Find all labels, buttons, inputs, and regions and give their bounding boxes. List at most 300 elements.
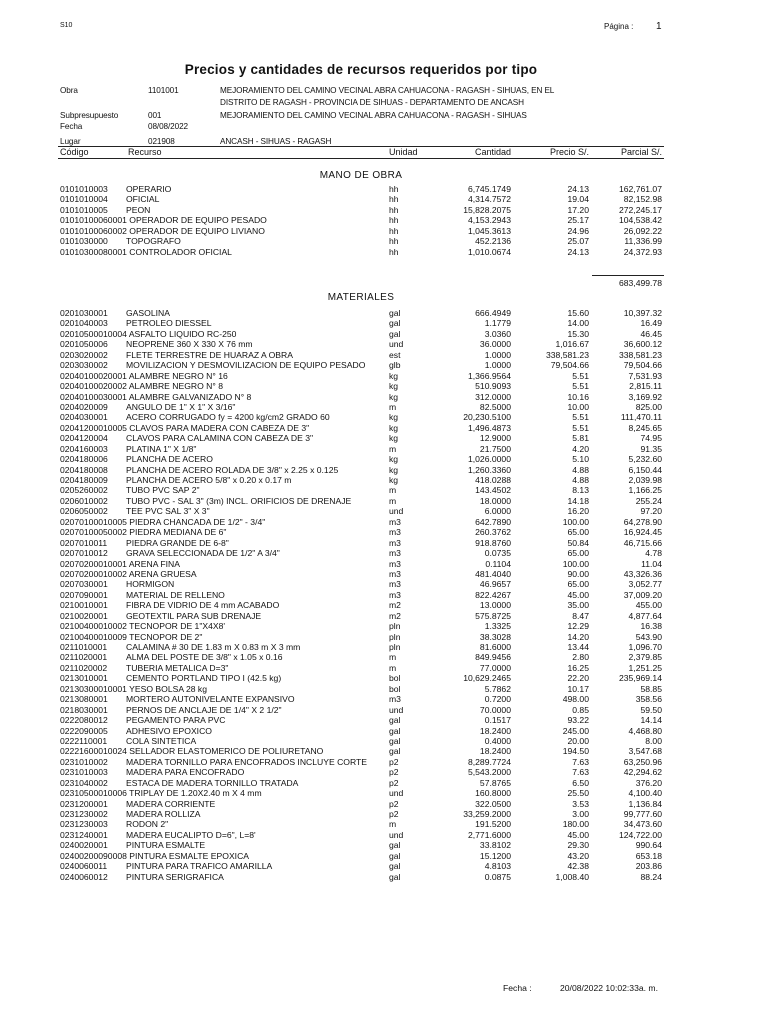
table-row	[0, 600, 768, 610]
mano-de-obra-table	[0, 184, 768, 257]
resource-code: 0222080012	[60, 715, 108, 726]
resource-name: MORTERO AUTONIVELANTE EXPANSIVO	[126, 694, 295, 705]
resource-quantity: 77.0000	[479, 662, 511, 673]
resource-quantity: 6.0000	[484, 506, 511, 517]
resource-code: 0222090005	[60, 725, 108, 736]
resource-price: 65.00	[567, 527, 589, 538]
resource-partial: 11,336.99	[624, 236, 662, 247]
resource-partial: 4.78	[645, 548, 662, 559]
resource-partial: 2,815.11	[629, 381, 662, 392]
resource-quantity: 46.9657	[479, 579, 511, 590]
table-row	[0, 767, 768, 777]
resource-partial: 1,136.84	[628, 798, 662, 809]
resource-partial: 1,166.25	[628, 485, 662, 496]
obra-desc-2: DISTRITO DE RAGASH - PROVINCIA DE SIHUAS - DEPARTAMENTO DE ANCASH	[220, 98, 524, 107]
col-parcial: Parcial S/.	[620, 147, 662, 157]
resource-unit: m3	[389, 548, 401, 559]
subtotal-rule	[592, 275, 664, 276]
resource-unit: gal	[389, 308, 401, 318]
resource-unit: p2	[389, 756, 399, 767]
resource-code: 02041200010005 CLAVOS PARA MADERA CON CABEZA DE 3"	[60, 422, 310, 433]
resource-unit: m	[389, 443, 397, 454]
resource-quantity: 4.8103	[484, 861, 511, 872]
resource-code: 0240020001	[60, 840, 108, 851]
resource-price: 93.22	[567, 715, 589, 726]
resource-partial: 4,100.40	[628, 788, 662, 799]
resource-unit: hh	[389, 184, 399, 194]
table-row	[0, 799, 768, 809]
resource-code: 0203020002	[60, 349, 108, 360]
resource-price: 12.29	[567, 621, 589, 632]
resource-name: GASOLINA	[126, 308, 170, 318]
resource-price: 65.00	[567, 548, 589, 559]
resource-code: 0101010005	[60, 204, 108, 215]
resource-unit: m3	[389, 537, 401, 548]
resource-name: PEON	[126, 204, 151, 215]
resource-name: PINTURA ESMALTE	[126, 840, 206, 851]
resource-code: 0211020001	[60, 652, 108, 663]
resource-unit: m	[389, 652, 397, 663]
resource-price: 22.20	[567, 673, 589, 684]
obra-desc-1: MEJORAMIENTO DEL CAMINO VECINAL ABRA CAHUACONA - RAGASH - SIHUAS, EN EL	[220, 86, 555, 95]
resource-unit: m3	[389, 558, 401, 569]
resource-code: 0213080001	[60, 694, 108, 705]
table-row	[0, 788, 768, 798]
resource-code: 0206010002	[60, 495, 108, 506]
table-row	[0, 339, 768, 349]
resource-partial: 99,777.60	[623, 809, 662, 819]
table-row	[0, 663, 768, 673]
table-row	[0, 705, 768, 715]
resource-price: 4.20	[572, 443, 589, 454]
resource-partial: 37,009.20	[623, 589, 662, 600]
resource-code: 0213010001	[60, 673, 108, 684]
resource-unit: p2	[389, 809, 399, 819]
resource-quantity: 12.9000	[479, 433, 511, 444]
resource-name: NEOPRENE 360 X 330 X 76 mm	[126, 339, 253, 350]
resource-unit: kg	[389, 412, 399, 423]
resource-partial: 82,152.98	[623, 194, 662, 205]
resource-unit: p2	[389, 767, 399, 778]
obra-code: 1101001	[148, 86, 179, 95]
resource-quantity: 666.4949	[475, 308, 511, 318]
resource-partial: 97.20	[640, 506, 662, 517]
resource-price: 19.04	[567, 194, 589, 205]
resource-partial: 91.35	[640, 443, 662, 454]
resource-name: ANGULO DE 1" X 1" X 3/16"	[126, 401, 236, 412]
table-row	[0, 840, 768, 850]
resource-name: PLATINA 1" X 1/8"	[126, 443, 197, 454]
subpresupuesto-code: 001	[148, 111, 162, 120]
resource-quantity: 6,745.1749	[467, 184, 511, 194]
resource-code: 0204180008	[60, 464, 108, 475]
resource-unit: gal	[389, 861, 401, 872]
table-row	[0, 579, 768, 589]
resource-unit: und	[389, 829, 404, 840]
resource-name: PLANCHA DE ACERO	[126, 454, 213, 465]
resource-price: 180.00	[562, 819, 589, 830]
resource-price: 5.51	[572, 422, 589, 433]
resource-price: 2.80	[572, 652, 589, 663]
resource-partial: 14.14	[640, 715, 662, 726]
resource-partial: 455.00	[635, 600, 662, 611]
resource-partial: 36,600.12	[623, 339, 662, 350]
resource-quantity: 918.8760	[475, 537, 511, 548]
resource-unit: kg	[389, 433, 399, 444]
resource-partial: 203.86	[635, 861, 662, 872]
resource-code: 0101010003	[60, 184, 108, 194]
resource-quantity: 3.0360	[484, 328, 511, 339]
resource-price: 245.00	[562, 725, 589, 736]
resource-unit: m3	[389, 527, 401, 538]
col-precio: Precio S/.	[549, 147, 589, 157]
resource-quantity: 36.0000	[479, 339, 511, 350]
resource-code: 02130300010001 YESO BOLSA 28 kg	[60, 683, 208, 694]
resource-price: 50.84	[567, 537, 589, 548]
resource-unit: kg	[389, 464, 399, 475]
resource-quantity: 33.8102	[479, 840, 511, 851]
resource-unit: pln	[389, 621, 401, 632]
resource-unit: m	[389, 819, 397, 830]
table-row	[0, 423, 768, 433]
resource-quantity: 38.3028	[479, 631, 511, 642]
resource-code: 02100400010009 TECNOPOR DE 2"	[60, 631, 203, 642]
resource-price: 100.00	[562, 516, 589, 527]
table-row	[0, 412, 768, 422]
resource-partial: 46.45	[640, 328, 662, 339]
resource-unit: gal	[389, 735, 401, 746]
resource-code: 0204120004	[60, 433, 108, 444]
resource-partial: 58.85	[640, 683, 662, 694]
resource-quantity: 15.1200	[479, 850, 511, 861]
resource-name: ACERO CORRUGADO fy = 4200 kg/cm2 GRADO 60	[126, 412, 330, 423]
resource-unit: hh	[389, 204, 399, 215]
resource-price: 5.51	[572, 370, 589, 381]
table-row	[0, 517, 768, 527]
table-row	[0, 308, 768, 318]
col-cantidad: Cantidad	[474, 147, 511, 157]
resource-quantity: 21.7500	[479, 443, 511, 454]
resource-price: 79,504.66	[550, 360, 589, 371]
resource-quantity: 5,543.2000	[467, 767, 511, 778]
resource-unit: kg	[389, 422, 399, 433]
resource-partial: 16,924.45	[623, 527, 662, 538]
resource-unit: pln	[389, 631, 401, 642]
table-row	[0, 851, 768, 861]
resource-partial: 825.00	[635, 401, 662, 412]
resource-unit: m2	[389, 610, 401, 621]
resource-price: 16.20	[567, 506, 589, 517]
resource-name: OPERARIO	[126, 184, 172, 194]
resource-quantity: 1,026.0000	[467, 454, 511, 465]
resource-price: 194.50	[562, 746, 589, 757]
table-row	[0, 694, 768, 704]
resource-unit: m	[389, 662, 397, 673]
resource-name: PINTURA SERIGRAFICA	[126, 871, 224, 882]
resource-partial: 6,150.44	[628, 464, 662, 475]
table-row	[0, 569, 768, 579]
resource-code: 0201040003	[60, 318, 108, 329]
resource-code: 02070100050002 PIEDRA MEDIANA DE 6"	[60, 527, 227, 538]
report-title: Precios y cantidades de recursos requeridos por tipo	[184, 62, 538, 77]
resource-partial: 543.90	[635, 631, 662, 642]
resource-code: 02040100020002 ALAMBRE NEGRO N° 8	[60, 381, 223, 392]
table-row	[0, 444, 768, 454]
resource-quantity: 0.1104	[485, 558, 511, 569]
resource-price: 24.13	[567, 184, 589, 194]
resource-partial: 255.24	[635, 495, 662, 506]
resource-price: 3.53	[572, 798, 589, 809]
resource-partial: 63,250.96	[623, 756, 662, 767]
resource-price: 0.85	[572, 704, 589, 715]
resource-unit: hh	[389, 236, 399, 247]
resource-partial: 2,039.98	[628, 475, 662, 485]
resource-code: 0231040002	[60, 777, 108, 788]
resource-code: 0205260002	[60, 485, 108, 496]
resource-name: ADHESIVO EPOXICO	[126, 725, 212, 736]
resource-quantity: 481.4040	[475, 568, 511, 579]
resource-quantity: 1.0000	[484, 360, 511, 371]
resource-price: 10.17	[567, 683, 589, 694]
table-row	[0, 402, 768, 412]
resource-price: 5.51	[572, 412, 589, 423]
col-codigo: Código	[60, 147, 89, 157]
resource-name: PLANCHA DE ACERO 5/8" x 0.20 x 0.17 m	[126, 475, 292, 485]
resource-quantity: 18.2400	[479, 725, 511, 736]
page-label: Página :	[604, 22, 634, 31]
resource-partial: 990.64	[635, 840, 662, 851]
resource-price: 17.20	[567, 204, 589, 215]
resource-quantity: 2,771.6000	[467, 829, 511, 840]
system-label: S10	[60, 22, 73, 29]
resource-unit: gal	[389, 871, 401, 882]
resource-price: 10.00	[567, 401, 589, 412]
resource-price: 43.20	[567, 850, 589, 861]
resource-unit: m3	[389, 516, 401, 527]
resource-code: 01010300080001 CONTROLADOR OFICIAL	[60, 246, 232, 257]
table-row	[0, 746, 768, 756]
resource-code: 0231230003	[60, 819, 108, 830]
resource-partial: 162,761.07	[618, 184, 662, 194]
resource-name: GEOTEXTIL PARA SUB DRENAJE	[126, 610, 262, 621]
resource-price: 4.88	[572, 464, 589, 475]
resource-partial: 3,547.68	[628, 746, 662, 757]
resource-unit: und	[389, 339, 404, 350]
resource-unit: pln	[389, 642, 401, 652]
resource-quantity: 160.8000	[475, 788, 511, 799]
table-row	[0, 538, 768, 548]
resource-quantity: 8,289.7724	[467, 756, 511, 767]
table-row	[0, 872, 768, 882]
resource-price: 1,008.40	[555, 871, 589, 882]
resource-unit: p2	[389, 798, 399, 809]
table-row	[0, 247, 768, 257]
resource-partial: 3,052.77	[628, 579, 662, 590]
table-row	[0, 506, 768, 516]
resource-code: 0206050002	[60, 506, 108, 517]
resource-name: PEGAMENTO PARA PVC	[126, 715, 226, 726]
resource-quantity: 1,496.4873	[467, 422, 511, 433]
resource-code: 0204020009	[60, 401, 108, 412]
resource-unit: glb	[389, 360, 401, 371]
resource-name: TOPOGRAFO	[126, 236, 181, 247]
table-row	[0, 684, 768, 694]
resource-name: TUBO PVC SAP 2"	[126, 485, 200, 496]
resource-quantity: 322.0500	[475, 798, 511, 809]
resource-quantity: 0.0875	[484, 871, 511, 882]
resource-name: MADERA PARA ENCOFRADO	[126, 767, 245, 778]
resource-partial: 4,468.80	[628, 725, 662, 736]
resource-partial: 74.95	[640, 433, 662, 444]
resource-partial: 43,326.36	[623, 568, 662, 579]
resource-unit: p2	[389, 777, 399, 788]
resource-code: 0240060012	[60, 871, 108, 882]
resource-partial: 64,278.90	[623, 516, 662, 527]
resource-quantity: 82.5000	[479, 401, 511, 412]
resource-partial: 16.38	[640, 621, 662, 632]
resource-code: 0210020001	[60, 610, 108, 621]
resource-price: 45.00	[567, 829, 589, 840]
resource-code: 0204180006	[60, 454, 108, 465]
resource-quantity: 312.0000	[475, 391, 511, 402]
resource-code: 0231240001	[60, 829, 108, 840]
resource-price: 5.81	[572, 433, 589, 444]
resource-unit: und	[389, 506, 404, 517]
table-row	[0, 590, 768, 600]
resource-name: CALAMINA # 30 DE 1.83 m X 0.83 m X 3 mm	[126, 642, 301, 652]
resource-quantity: 575.8725	[475, 610, 511, 621]
resource-unit: bol	[389, 683, 401, 694]
resource-quantity: 1,045.3613	[467, 225, 511, 236]
subpresupuesto-desc: MEJORAMIENTO DEL CAMINO VECINAL ABRA CAHUACONA - RAGASH - SIHUAS	[220, 111, 527, 120]
table-row	[0, 757, 768, 767]
resource-partial: 59.50	[640, 704, 662, 715]
resource-quantity: 418.0288	[475, 475, 511, 485]
resource-price: 65.00	[567, 579, 589, 590]
resource-partial: 34,473.60	[623, 819, 662, 830]
resource-unit: hh	[389, 194, 399, 205]
resource-code: 0211020002	[60, 662, 108, 673]
resource-unit: gal	[389, 715, 401, 726]
resource-partial: 338,581.23	[618, 349, 662, 360]
lugar-code: 021908	[148, 137, 175, 146]
resource-code: 0210010001	[60, 600, 108, 611]
resource-unit: m	[389, 401, 397, 412]
resource-quantity: 452.2136	[475, 236, 511, 247]
table-row	[0, 381, 768, 391]
resource-partial: 16.49	[640, 318, 662, 329]
resource-name: FLETE TERRESTRE DE HUARAZ A OBRA	[126, 349, 293, 360]
resource-price: 1,016.67	[555, 339, 589, 350]
resource-price: 8.13	[572, 485, 589, 496]
resource-quantity: 260.3762	[475, 527, 511, 538]
page-number: 1	[656, 21, 662, 32]
resource-price: 100.00	[562, 558, 589, 569]
resource-unit: m3	[389, 568, 401, 579]
resource-name: TUBO PVC - SAL 3" (3m) INCL. ORIFICIOS DE DRENAJE	[126, 495, 352, 506]
table-row	[0, 236, 768, 246]
resource-name: ESTACA DE MADERA TORNILLO TRATADA	[126, 777, 299, 788]
resource-quantity: 33,259.2000	[463, 809, 511, 819]
resource-code: 02040100020001 ALAMBRE NEGRO N° 16	[60, 370, 228, 381]
resource-code: 0240060011	[60, 861, 108, 872]
table-row	[0, 830, 768, 840]
resource-price: 45.00	[567, 589, 589, 600]
resource-code: 02070100010005 PIEDRA CHANCADA DE 1/2" - 3/4"	[60, 516, 266, 527]
resource-code: 0201050006	[60, 339, 108, 350]
resource-partial: 8,245.65	[628, 422, 662, 433]
table-row	[0, 642, 768, 652]
lugar-desc: ANCASH - SIHUAS - RAGASH	[220, 137, 332, 146]
resource-unit: hh	[389, 215, 399, 226]
resource-code: 0231200001	[60, 798, 108, 809]
resource-name: MADERA ROLLIZA	[126, 809, 201, 819]
resource-price: 42.38	[567, 861, 589, 872]
resource-quantity: 15,828.2075	[463, 204, 511, 215]
resource-code: 0204030001	[60, 412, 108, 423]
table-row	[0, 350, 768, 360]
col-unidad: Unidad	[389, 147, 418, 157]
resource-partial: 272,245.17	[618, 204, 662, 215]
resource-name: MADERA TORNILLO PARA ENCOFRADOS INCLUYE CORTE	[126, 756, 367, 767]
resource-name: PERNOS DE ANCLAJE DE 1/4" X 2 1/2"	[126, 704, 282, 715]
resource-partial: 1,251.25	[628, 662, 662, 673]
table-row	[0, 778, 768, 788]
resource-unit: est	[389, 349, 401, 360]
resource-unit: gal	[389, 328, 401, 339]
resource-unit: kg	[389, 454, 399, 465]
resource-quantity: 20,230.5100	[463, 412, 511, 423]
table-row	[0, 715, 768, 725]
resource-code: 02010500010004 ASFALTO LIQUIDO RC-250	[60, 328, 237, 339]
resource-partial: 111,470.11	[620, 412, 662, 423]
resource-unit: m	[389, 495, 397, 506]
resource-price: 4.88	[572, 475, 589, 485]
table-row	[0, 819, 768, 829]
resource-quantity: 18.2400	[479, 746, 511, 757]
resource-name: FIBRA DE VIDRIO DE 4 mm ACABADO	[126, 600, 280, 611]
resource-price: 29.30	[567, 840, 589, 851]
resource-quantity: 81.6000	[479, 642, 511, 652]
resource-quantity: 18.0000	[479, 495, 511, 506]
resource-price: 90.00	[567, 568, 589, 579]
resource-price: 7.63	[572, 767, 589, 778]
resource-name: COLA SINTETICA	[126, 735, 197, 746]
resource-partial: 5,232.60	[628, 454, 662, 465]
resource-code: 0201030001	[60, 308, 108, 318]
resource-quantity: 10,629.2465	[463, 673, 511, 684]
resource-unit: und	[389, 704, 404, 715]
resource-quantity: 1.0000	[484, 349, 511, 360]
resource-partial: 79,504.66	[623, 360, 662, 371]
resource-unit: kg	[389, 370, 399, 381]
fecha-label: Fecha	[60, 122, 83, 131]
subpresupuesto-label: Subpresupuesto	[60, 111, 119, 120]
resource-code: 0204180009	[60, 475, 108, 485]
resource-name: PETROLEO DIESSEL	[126, 318, 212, 329]
table-row	[0, 548, 768, 558]
resource-price: 25.50	[567, 788, 589, 799]
resource-quantity: 0.7200	[484, 694, 511, 705]
resource-code: 02070200010002 ARENA GRUESA	[60, 568, 197, 579]
resource-quantity: 0.4000	[484, 735, 511, 746]
resource-partial: 376.20	[635, 777, 662, 788]
resource-partial: 1,096.70	[628, 642, 662, 652]
resource-quantity: 822.4267	[475, 589, 511, 600]
table-row	[0, 215, 768, 225]
resource-partial: 358.56	[635, 694, 662, 705]
resource-partial: 42,294.62	[623, 767, 662, 778]
